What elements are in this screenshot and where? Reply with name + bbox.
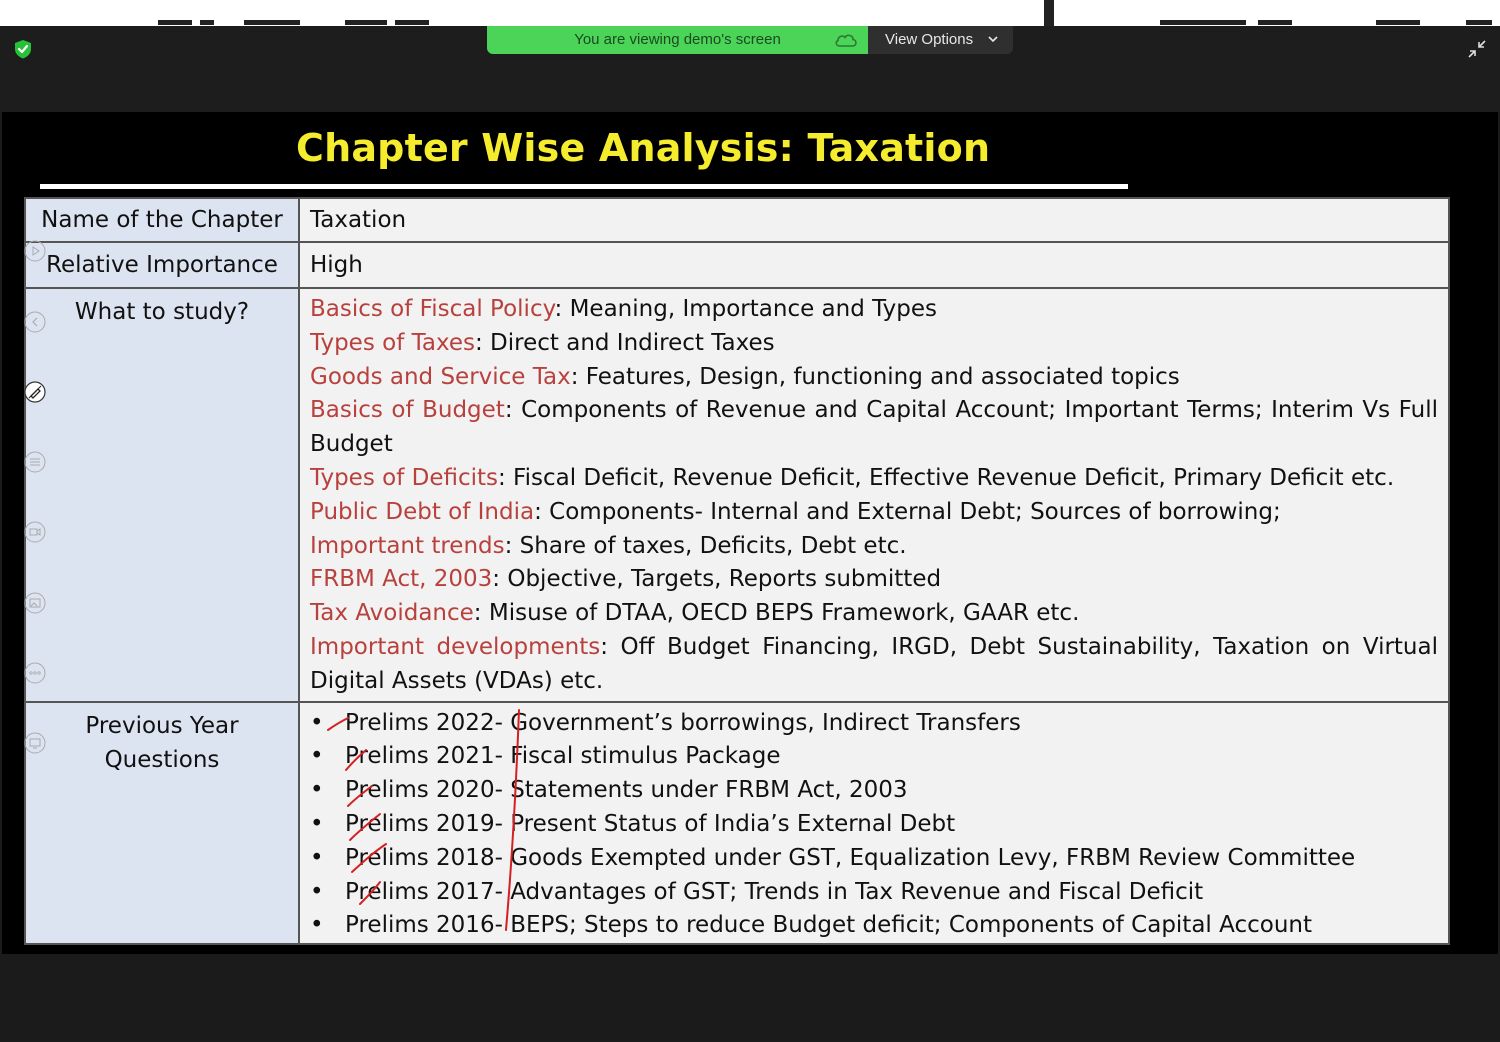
pen-icon[interactable] <box>24 381 46 403</box>
study-topic: Tax Avoidance <box>310 600 474 627</box>
study-desc: : Share of taxes, Deficits, Debt etc. <box>504 532 907 559</box>
study-item <box>310 597 1438 631</box>
study-item <box>310 361 1438 395</box>
back-icon[interactable] <box>24 311 46 333</box>
chapter-label: Name of the Chapter <box>25 198 299 242</box>
study-desc: : Fiscal Deficit, Revenue Deficit, Effective Revenue Deficit, Primary Deficit etc. <box>498 464 1395 491</box>
pyq-item: • Prelims 2020- Statements under FRBM Act, 2003 <box>310 774 1438 808</box>
slide-title: Chapter Wise Analysis: Taxation <box>296 126 991 170</box>
study-item <box>310 631 1438 699</box>
host-tab-mark <box>395 20 429 25</box>
slides-icon[interactable] <box>24 732 46 754</box>
pyq-label <box>25 702 299 945</box>
study-topic: Basics of Fiscal Policy <box>310 296 555 322</box>
screen-share-banner <box>487 26 868 54</box>
host-tab-mark <box>345 20 387 25</box>
study-topic: FRBM Act, 2003 <box>310 566 493 593</box>
importance-value: High <box>299 242 1449 288</box>
table-row <box>25 242 1449 288</box>
study-topic: Important developments <box>310 633 601 660</box>
title-underline <box>40 184 1128 189</box>
pyq-label-line: Questions <box>104 746 220 773</box>
study-topic: Goods and Service Tax <box>310 363 571 390</box>
host-tab-mark <box>244 20 300 25</box>
chevron-down-icon <box>988 36 998 43</box>
study-desc: : Objective, Targets, Reports submitted <box>492 566 942 593</box>
study-desc: : Components- Internal and External Debt; Sources of borrowing; <box>534 498 1281 525</box>
table-row <box>25 288 1449 702</box>
chapter-value: Taxation <box>299 198 1449 242</box>
study-label: What to study? <box>25 288 299 702</box>
host-divider <box>1044 0 1054 26</box>
study-item <box>310 394 1438 462</box>
cloud-icon <box>834 32 858 48</box>
bottom-bar <box>0 954 1500 1042</box>
study-desc: : Misuse of DTAA, OECD BEPS Framework, GAAR etc. <box>473 600 1080 627</box>
pyq-item: • Prelims 2021- Fiscal stimulus Package <box>310 740 1438 774</box>
study-desc: : Off Budget Financing, IRGD, Debt Sustainability, Taxation on Virtual Digital Assets (VDAs) etc. <box>310 633 1438 694</box>
study-item <box>310 496 1438 530</box>
study-item <box>310 327 1438 361</box>
study-item <box>310 530 1438 564</box>
table-row <box>25 702 1449 945</box>
play-icon[interactable] <box>24 240 46 262</box>
video-icon[interactable] <box>24 521 46 543</box>
banner-text: You are viewing demo's screen <box>574 31 781 48</box>
image-icon[interactable] <box>24 592 46 614</box>
study-desc: : Components of Revenue and Capital Account; Important Terms; Interim Vs Full Budget <box>310 397 1438 458</box>
table-row <box>25 198 1449 242</box>
study-topic: Types of Taxes <box>310 329 475 356</box>
pyq-item: • Prelims 2022- Government’s borrowings, Indirect Transfers <box>310 707 1438 741</box>
study-list <box>299 288 1449 702</box>
study-item <box>310 462 1438 496</box>
analysis-table <box>24 197 1450 945</box>
collapse-icon[interactable] <box>1466 38 1488 60</box>
importance-label: Relative Importance <box>25 242 299 288</box>
pyq-label-line: Previous Year <box>85 712 239 739</box>
study-item <box>310 563 1438 597</box>
shield-check-icon[interactable] <box>12 38 34 60</box>
study-topic: Public Debt of India <box>310 498 535 525</box>
text-icon[interactable] <box>24 451 46 473</box>
view-options-button[interactable] <box>868 26 1013 54</box>
pyq-list <box>299 702 1449 945</box>
pyq-item: • Prelims 2019- Present Status of India’s External Debt <box>310 808 1438 842</box>
study-desc: : Direct and Indirect Taxes <box>474 329 775 356</box>
study-item <box>310 293 1438 327</box>
pyq-item: • Prelims 2016- BEPS; Steps to reduce Budget deficit; Components of Capital Account <box>310 909 1438 943</box>
host-window-strip <box>0 0 1500 26</box>
study-topic: Important trends <box>310 532 505 559</box>
host-tab-mark <box>1258 20 1292 25</box>
study-topic: Types of Deficits <box>310 464 498 491</box>
more-icon[interactable] <box>24 662 46 684</box>
view-options-label: View Options <box>885 31 974 48</box>
host-tab-mark <box>200 20 214 25</box>
host-tab-mark <box>1160 20 1246 25</box>
study-topic: Basics of Budget <box>310 397 505 424</box>
host-tab-mark <box>1466 20 1492 25</box>
study-desc: : Features, Design, functioning and associated topics <box>570 363 1180 390</box>
study-desc: : Meaning, Importance and Types <box>554 296 937 322</box>
host-tab-mark <box>1376 20 1420 25</box>
host-tab-mark <box>158 20 192 25</box>
pyq-item: • Prelims 2017- Advantages of GST; Trends in Tax Revenue and Fiscal Deficit <box>310 876 1438 910</box>
pyq-item: • Prelims 2018- Goods Exempted under GST, Equalization Levy, FRBM Review Committee <box>310 842 1438 876</box>
